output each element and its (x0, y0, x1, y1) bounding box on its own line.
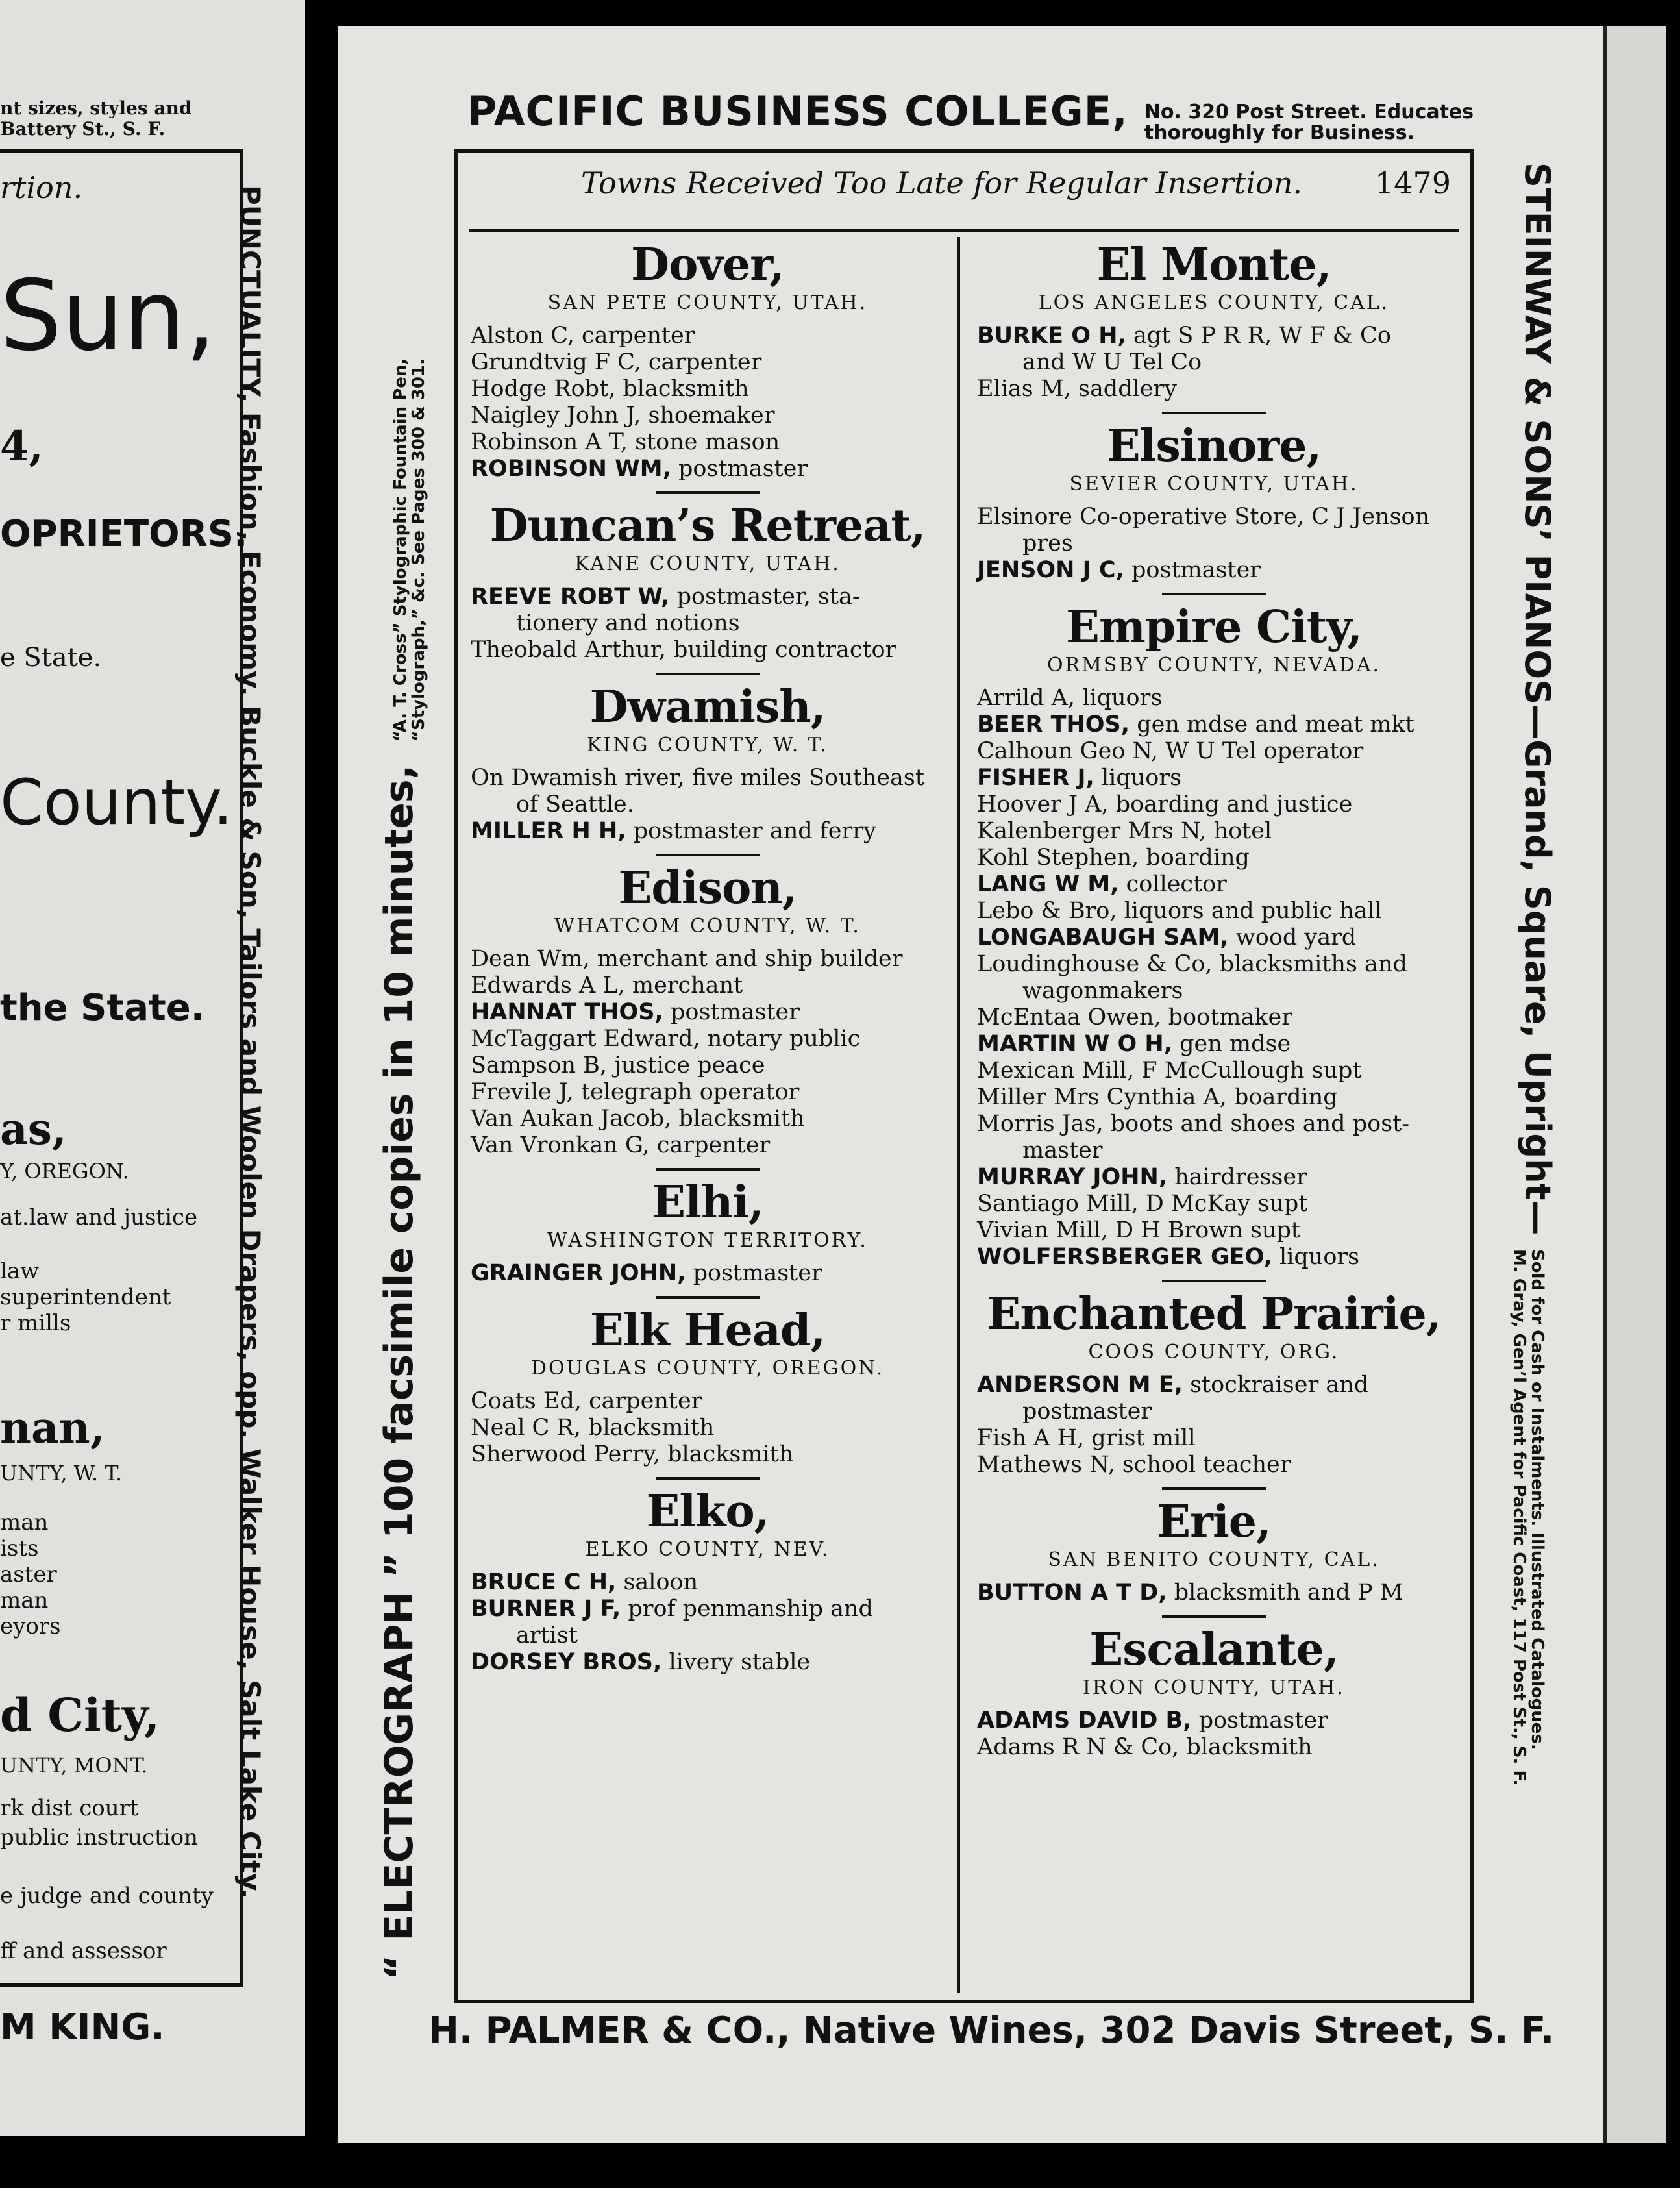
town-name: Edison, (618, 862, 797, 914)
town-name: Enchanted Prairie, (987, 1288, 1441, 1340)
directory-entry (471, 584, 945, 610)
entry-text: Dean Wm, merchant and ship builder (471, 946, 903, 972)
directory-entry (977, 349, 1451, 376)
directory-entry (977, 1372, 1451, 1399)
entry-text: Calhoun Geo N, W U Tel operator (977, 738, 1364, 764)
directory-entry (977, 1425, 1451, 1452)
header-main-text: PACIFIC BUSINESS COLLEGE, (467, 88, 1128, 135)
county-line: KING COUNTY, W. T. (587, 734, 828, 756)
entry-name: JENSON J C, (977, 557, 1124, 583)
directory-entry (977, 1580, 1451, 1606)
left-page-line: County. (0, 766, 233, 839)
entry-text: Frevile J, telegraph operator (471, 1079, 800, 1105)
entry-text: Vivian Mill, D H Brown supt (977, 1217, 1300, 1243)
directory-entry (977, 871, 1451, 898)
entry-text: postmaster (1198, 1708, 1328, 1734)
entry-text: agt S P R R, W F & Co (1133, 323, 1391, 349)
entry-text: Alston C, carpenter (471, 323, 695, 349)
entry-name: MILLER H H, (471, 818, 626, 844)
directory-entry (977, 1164, 1451, 1191)
entry-text: Theobald Arthur, building contractor (471, 637, 896, 663)
directory-entry (471, 1106, 945, 1132)
left-page-line: the State. (0, 987, 205, 1029)
entry-text: and W U Tel Co (1022, 349, 1202, 375)
entry-text: Coats Ed, carpenter (471, 1388, 702, 1414)
entry-name: FISHER J, (977, 765, 1094, 791)
page-footer-advert: H. PALMER & CO., Native Wines, 302 Davis Street, S. F. (428, 2009, 1555, 2052)
county-line: ELKO COUNTY, NEV. (585, 1538, 830, 1561)
entry-text: stockraiser and (1190, 1372, 1369, 1398)
left-page-line: rk dist court (0, 1795, 139, 1821)
county-line: ORMSBY COUNTY, NEVADA. (1046, 654, 1381, 677)
directory-entry (471, 429, 945, 456)
directory-entry (471, 999, 945, 1026)
entry-text: saloon (623, 1569, 698, 1595)
entry-text: artist (516, 1622, 578, 1648)
directory-entry (471, 1026, 945, 1052)
entry-text: Hoover J A, boarding and justice (977, 791, 1353, 817)
entry-text: postmaster (1131, 557, 1261, 583)
left-page-line: Sun, (0, 260, 217, 373)
entry-text: postmaster (670, 999, 800, 1025)
left-facing-page (0, 0, 305, 2136)
left-margin-advert-main: “ ELECTROGRAPH ” 100 facsimile copies in 10 minutes, (377, 764, 422, 1980)
left-page-line: at.law and justice (0, 1204, 198, 1230)
directory-entry (471, 1052, 945, 1079)
entry-text: Loudinghouse & Co, blacksmiths and (977, 951, 1407, 977)
entry-text: Neal C R, blacksmith (471, 1415, 715, 1441)
entry-name: ANDERSON M E, (977, 1372, 1183, 1398)
directory-entry (977, 685, 1451, 712)
entry-text: liquors (1279, 1244, 1360, 1270)
entry-text: Fish A H, grist mill (977, 1425, 1196, 1451)
directory-entry (471, 973, 945, 999)
town-name: Elko, (646, 1486, 769, 1537)
town-name: Dover, (631, 239, 784, 291)
section-divider (1162, 1615, 1266, 1618)
left-page-line: nt sizes, styles and (0, 97, 192, 119)
section-divider (656, 1477, 760, 1480)
left-page-line: e State. (0, 643, 102, 673)
directory-entry (471, 1132, 945, 1159)
town-name: Erie, (1157, 1496, 1271, 1548)
left-page-line: OPRIETORS. (0, 513, 248, 555)
left-page-line: eyors (0, 1613, 61, 1639)
entry-text: Sherwood Perry, blacksmith (471, 1441, 794, 1467)
entry-name: MURRAY JOHN, (977, 1164, 1168, 1190)
left-column (471, 237, 945, 1676)
county-line: WASHINGTON TERRITORY. (547, 1229, 868, 1252)
section-divider (1162, 1280, 1266, 1282)
entry-text: Kalenberger Mrs N, hotel (977, 818, 1272, 844)
directory-entry (977, 791, 1451, 818)
town-name: Elhi, (652, 1176, 763, 1228)
right-margin-advert-line1: Sold for Cash or Instalments. Illustrated Catalogues. (1527, 1249, 1548, 1750)
left-margin-advert-line2: “Stylograph,” &c. See Pages 300 & 301. (408, 358, 428, 742)
left-page-line: man (0, 1587, 49, 1613)
directory-entry (977, 1244, 1451, 1271)
directory-entry (471, 323, 945, 349)
directory-entry (977, 978, 1451, 1004)
entry-text: postmaster (678, 456, 808, 482)
directory-entry (977, 818, 1451, 845)
directory-entry (471, 1441, 945, 1468)
entry-name: HANNAT THOS, (471, 999, 663, 1025)
directory-entry (471, 1388, 945, 1415)
entry-text: gen mdse and meat mkt (1137, 712, 1414, 738)
directory-entry (471, 1596, 945, 1622)
town-name: Duncan’s Retreat, (489, 500, 926, 552)
left-page-line: nan, (0, 1402, 105, 1453)
page-header-advert (338, 88, 1603, 143)
section-divider (1162, 412, 1266, 414)
entry-text: McEntaa Owen, bootmaker (977, 1004, 1292, 1030)
directory-page (338, 26, 1603, 2143)
directory-entry (471, 765, 945, 791)
left-margin-advert-small (391, 358, 428, 741)
header-small-line1: No. 320 Post Street. Educates (1144, 100, 1474, 123)
entry-text: tionery and notions (516, 610, 740, 636)
entry-text: Elsinore Co-operative Store, C J Jenson (977, 504, 1430, 530)
section-divider (656, 491, 760, 494)
right-margin-advert-small (1511, 1249, 1547, 1785)
entry-text: Naigley John J, shoemaker (471, 403, 775, 429)
entry-text: livery stable (669, 1649, 811, 1675)
directory-entry (977, 1138, 1451, 1164)
header-small-line2: thoroughly for Business. (1144, 121, 1415, 144)
county-line: DOUGLAS COUNTY, OREGON. (530, 1357, 885, 1380)
town-name: Elk Head, (589, 1304, 826, 1356)
entry-name: BURNER J F, (471, 1596, 621, 1622)
section-divider (1162, 1487, 1266, 1490)
entry-text: hairdresser (1174, 1164, 1307, 1190)
left-page-line: UNTY, MONT. (0, 1753, 148, 1778)
entry-name: BRUCE C H, (471, 1569, 617, 1595)
left-page-line: ff and assessor (0, 1938, 167, 1964)
left-page-line: Y, OREGON. (0, 1159, 129, 1184)
section-divider (656, 673, 760, 675)
left-page-line: law (0, 1258, 40, 1284)
entry-name: BEER THOS, (977, 712, 1130, 738)
county-line: COOS COUNTY, ORG. (1088, 1341, 1340, 1363)
entry-text: liquors (1101, 765, 1182, 791)
directory-entry (471, 818, 945, 845)
header-rule (469, 229, 1459, 232)
directory-entry (977, 376, 1451, 403)
directory-entry (977, 1058, 1451, 1084)
directory-entry (977, 1031, 1451, 1058)
entry-name: ADAMS DAVID B, (977, 1708, 1192, 1734)
running-head-title: Towns Received Too Late for Regular Insertion. (581, 166, 1303, 201)
left-page-line: as, (0, 1104, 67, 1154)
directory-entry (471, 456, 945, 482)
directory-entry (471, 946, 945, 973)
directory-entry (471, 1649, 945, 1676)
directory-entry (977, 1004, 1451, 1031)
directory-entry (977, 765, 1451, 791)
directory-entry (977, 530, 1451, 557)
directory-entry (977, 323, 1451, 349)
directory-entry (977, 951, 1451, 978)
right-column (977, 237, 1451, 1761)
town-name: Escalante, (1089, 1624, 1339, 1676)
entry-name: LONGABAUGH SAM, (977, 925, 1229, 951)
left-page-line: r mills (0, 1310, 71, 1336)
entry-text: Van Aukan Jacob, blacksmith (471, 1106, 805, 1132)
town-name: Empire City, (1066, 601, 1362, 653)
directory-entry (471, 1079, 945, 1106)
entry-text: Robinson A T, stone mason (471, 429, 780, 455)
entry-text: blacksmith and P M (1174, 1580, 1403, 1606)
town-name: El Monte, (1096, 239, 1331, 291)
directory-entry (977, 1111, 1451, 1138)
entry-name: GRAINGER JOHN, (471, 1260, 686, 1286)
directory-entry (471, 403, 945, 429)
directory-entry (977, 504, 1451, 530)
directory-entry (471, 610, 945, 637)
directory-entry (977, 898, 1451, 925)
entry-name: WOLFERSBERGER GEO, (977, 1244, 1272, 1270)
directory-entry (977, 1084, 1451, 1111)
entry-name: BUTTON A T D, (977, 1580, 1167, 1606)
section-divider (1162, 593, 1266, 595)
directory-entry (471, 1622, 945, 1649)
left-page-line: aster (0, 1561, 57, 1587)
entry-text: master (1022, 1138, 1103, 1163)
left-page-line: UNTY, W. T. (0, 1461, 123, 1486)
left-page-line: public instruction (0, 1824, 199, 1850)
entry-name: DORSEY BROS, (471, 1649, 662, 1675)
left-page-line: d City, (0, 1688, 160, 1742)
left-page-line: M KING. (0, 2006, 165, 2048)
entry-text: pres (1022, 530, 1073, 556)
entry-text: collector (1126, 871, 1227, 897)
right-margin-advert-line2: M. Gray, Gen’l Agent for Pacific Coast, 117 Post St., S. F. (1509, 1249, 1529, 1786)
entry-text: postmaster (1022, 1399, 1152, 1424)
section-divider (656, 854, 760, 856)
entry-text: Arrild A, liquors (977, 685, 1163, 711)
left-margin-advert (377, 162, 428, 1980)
county-line: SAN PETE COUNTY, UTAH. (547, 292, 868, 314)
town-name: Elsinore, (1106, 420, 1322, 472)
county-line: KANE COUNTY, UTAH. (574, 553, 841, 575)
directory-entry (977, 1217, 1451, 1244)
directory-entry (471, 376, 945, 403)
directory-entry (977, 1734, 1451, 1761)
entry-text: Miller Mrs Cynthia A, boarding (977, 1084, 1338, 1110)
left-margin-advert-line1: “A. T. Cross” Stylographic Fountain Pen, (390, 358, 410, 742)
entry-name: REEVE ROBT W, (471, 584, 670, 610)
entry-text: Adams R N & Co, blacksmith (977, 1734, 1313, 1760)
entry-text: Morris Jas, boots and shoes and post- (977, 1111, 1410, 1137)
entry-text: Sampson B, justice peace (471, 1052, 765, 1078)
entry-text: Grundtvig F C, carpenter (471, 349, 762, 375)
county-line: IRON COUNTY, UTAH. (1083, 1676, 1345, 1699)
entry-text: Mexican Mill, F McCullough supt (977, 1058, 1362, 1084)
directory-entry (471, 637, 945, 664)
column-separator (957, 237, 960, 1993)
entry-text: Edwards A L, merchant (471, 973, 743, 999)
entry-text: Lebo & Bro, liquors and public hall (977, 898, 1383, 924)
left-page-line: superintendent (0, 1284, 171, 1310)
page-number: 1479 (1374, 166, 1451, 201)
entry-text: Mathews N, school teacher (977, 1452, 1291, 1478)
entry-name: BURKE O H, (977, 323, 1126, 349)
directory-entry (977, 1399, 1451, 1425)
town-name: Dwamish, (589, 681, 826, 733)
left-page-line: Battery St., S. F. (0, 118, 166, 140)
directory-entry (977, 1708, 1451, 1734)
directory-entry (471, 791, 945, 818)
county-line: SEVIER COUNTY, UTAH. (1069, 473, 1359, 495)
directory-entry (471, 1260, 945, 1287)
section-divider (656, 1296, 760, 1299)
entry-name: LANG W M, (977, 871, 1119, 897)
page-edge (1603, 26, 1666, 2143)
entry-text: Van Vronkan G, carpenter (471, 1132, 771, 1158)
left-page-line: ists (0, 1535, 39, 1561)
entry-text: On Dwamish river, five miles Southeast (471, 765, 924, 791)
directory-entry (471, 349, 945, 376)
left-page-line: rtion. (0, 170, 83, 205)
entry-text: Elias M, saddlery (977, 376, 1178, 402)
entry-text: wagonmakers (1022, 978, 1183, 1004)
entry-name: MARTIN W O H, (977, 1031, 1172, 1057)
entry-text: postmaster and ferry (633, 818, 876, 844)
entry-text: postmaster, sta- (676, 584, 860, 610)
directory-entry (471, 1569, 945, 1596)
directory-entry (977, 1191, 1451, 1217)
left-page-line: man (0, 1510, 49, 1535)
right-margin-advert-main: STEINWAY & SONS’ PIANOS—Grand, Square, Upright— (1517, 162, 1558, 1236)
entry-text: postmaster (693, 1260, 822, 1286)
directory-entry (471, 1415, 945, 1441)
content-frame (454, 149, 1474, 2003)
entry-text: Kohl Stephen, boarding (977, 845, 1250, 871)
entry-text: Santiago Mill, D McKay supt (977, 1191, 1308, 1217)
entry-name: ROBINSON WM, (471, 456, 671, 482)
directory-entry (977, 925, 1451, 951)
header-small-text (1144, 102, 1474, 143)
directory-entry (977, 557, 1451, 584)
county-line: LOS ANGELES COUNTY, CAL. (1038, 292, 1390, 314)
directory-entry (977, 738, 1451, 765)
entry-text: of Seattle. (516, 791, 634, 817)
entry-text: Hodge Robt, blacksmith (471, 376, 749, 402)
entry-text: wood yard (1235, 925, 1357, 951)
right-margin-advert (1511, 162, 1559, 2045)
directory-entry (977, 712, 1451, 738)
left-page-line: 4, (0, 422, 43, 471)
entry-text: gen mdse (1180, 1031, 1291, 1057)
entry-text: prof penmanship and (628, 1596, 873, 1622)
directory-entry (977, 1452, 1451, 1478)
left-page-side-advert: PUNCTUALITY, Fashion, Economy. Buckle & Son, Tailors and Woolen Drapers, opp. Walker House, Salt Lake City. (234, 185, 266, 1899)
entry-text: McTaggart Edward, notary public (471, 1026, 861, 1052)
county-line: SAN BENITO COUNTY, CAL. (1048, 1548, 1380, 1571)
left-page-line: e judge and county (0, 1883, 214, 1909)
directory-entry (977, 845, 1451, 871)
section-divider (656, 1168, 760, 1171)
county-line: WHATCOM COUNTY, W. T. (554, 915, 861, 938)
